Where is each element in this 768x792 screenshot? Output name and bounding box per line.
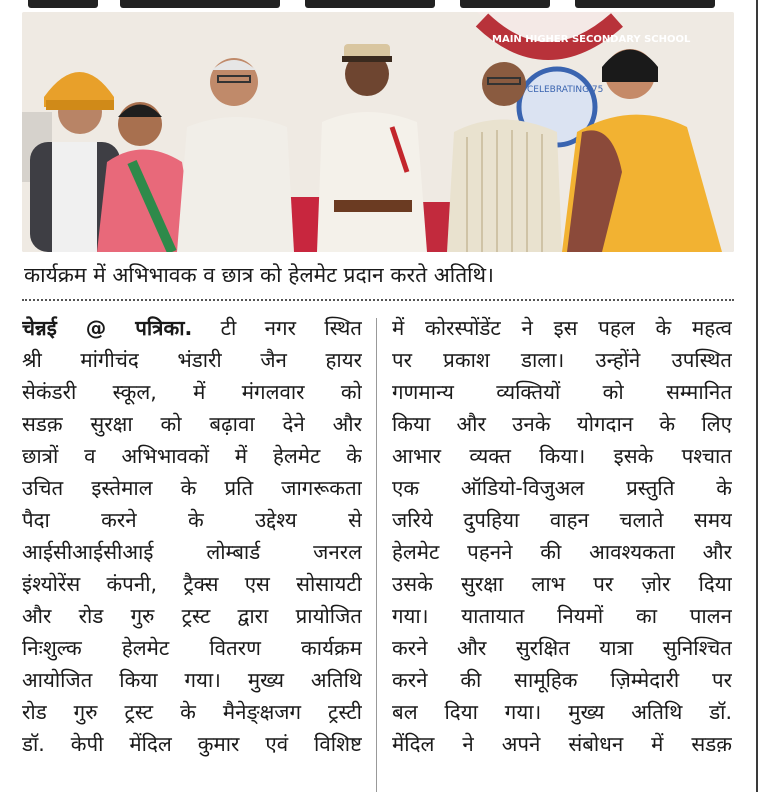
article-line: और रोड गुरु ट्रस्ट द्वारा प्रायोजित (22, 604, 362, 628)
article-line: पर प्रकाश डाला। उन्होंने उपस्थित (392, 348, 732, 372)
article-line: पैदा करने के उद्देश्य से (22, 508, 362, 532)
banner-text: MAIN HIGHER SECONDARY SCHOOL (492, 34, 691, 45)
article-line: सडक़ सुरक्षा को बढ़ावा देने और (22, 412, 362, 436)
badge-text: CELEBRATING 75 (527, 85, 604, 95)
article-line-text: टी नगर स्थित (192, 316, 362, 340)
article-line: छात्रों व अभिभावकों में हेलमेट के (22, 444, 362, 468)
article-line: किया और उनके योगदान के लिए (392, 412, 732, 436)
dateline: चेन्नई @ पत्रिका. (22, 316, 193, 340)
article-line: गया। यातायात नियमों का पालन (392, 604, 732, 628)
column-divider (376, 318, 377, 792)
article-line: उसके सुरक्षा लाभ पर ज़ोर दिया (392, 572, 732, 596)
article-line: करने और सुरक्षित यात्रा सुनिश्चित (392, 636, 732, 660)
article-line: करने की सामूहिक ज़िम्मेदारी पर (392, 668, 732, 692)
article-line: हेलमेट पहनने की आवश्यकता और (392, 540, 732, 564)
article-line: एक ऑडियो-विजुअल प्रस्तुति के (392, 476, 732, 500)
article-line: बल दिया गया। मुख्य अतिथि डॉ. (392, 700, 732, 724)
article-line: आयोजित किया गया। मुख्य अतिथि (22, 668, 362, 692)
article-line: सेकंडरी स्कूल, में मंगलवार को (22, 380, 362, 404)
article-line: उचित इस्तेमाल के प्रति जागरूकता (22, 476, 362, 500)
page-edge-rule (756, 0, 758, 792)
caption-divider (22, 299, 734, 301)
article-line: जरिये दुपहिया वाहन चलाते समय (392, 508, 732, 532)
article-line: मेंदिल ने अपने संबोधन में सडक़ (392, 732, 732, 756)
article-line: रोड गुरु ट्रस्ट के मैनेङ्क्षजग ट्रस्टी (22, 700, 362, 724)
photo-illustration (22, 12, 734, 252)
article-line: इंश्योरेंस कंपनी, ट्रैक्स एस सोसायटी (22, 572, 362, 596)
article-line: निःशुल्क हेलमेट वितरण कार्यक्रम (22, 636, 362, 660)
article-column-left (22, 312, 362, 760)
article-line: आईसीआईसीआई लोम्बार्ड जनरल (22, 540, 362, 564)
article-line: गणमान्य व्यक्तियों को सम्मानित (392, 380, 732, 404)
previous-headline-fragment (0, 0, 760, 12)
article-line: आभार व्यक्त किया। इसके पश्चात (392, 444, 732, 468)
article-line: में कोरस्पोंडेंट ने इस पहल के महत्व (392, 316, 732, 340)
photo-caption: कार्यक्रम में अभिभावक व छात्र को हेलमेट प्रदान करते अतिथि। (24, 263, 494, 287)
article-line: श्री मांगीचंद भंडारी जैन हायर (22, 348, 362, 372)
news-photo (22, 12, 734, 252)
article-column-right (392, 312, 732, 760)
article-line (22, 312, 362, 344)
article-line: डॉ. केपी मेंदिल कुमार एवं विशिष्ट (22, 732, 362, 756)
